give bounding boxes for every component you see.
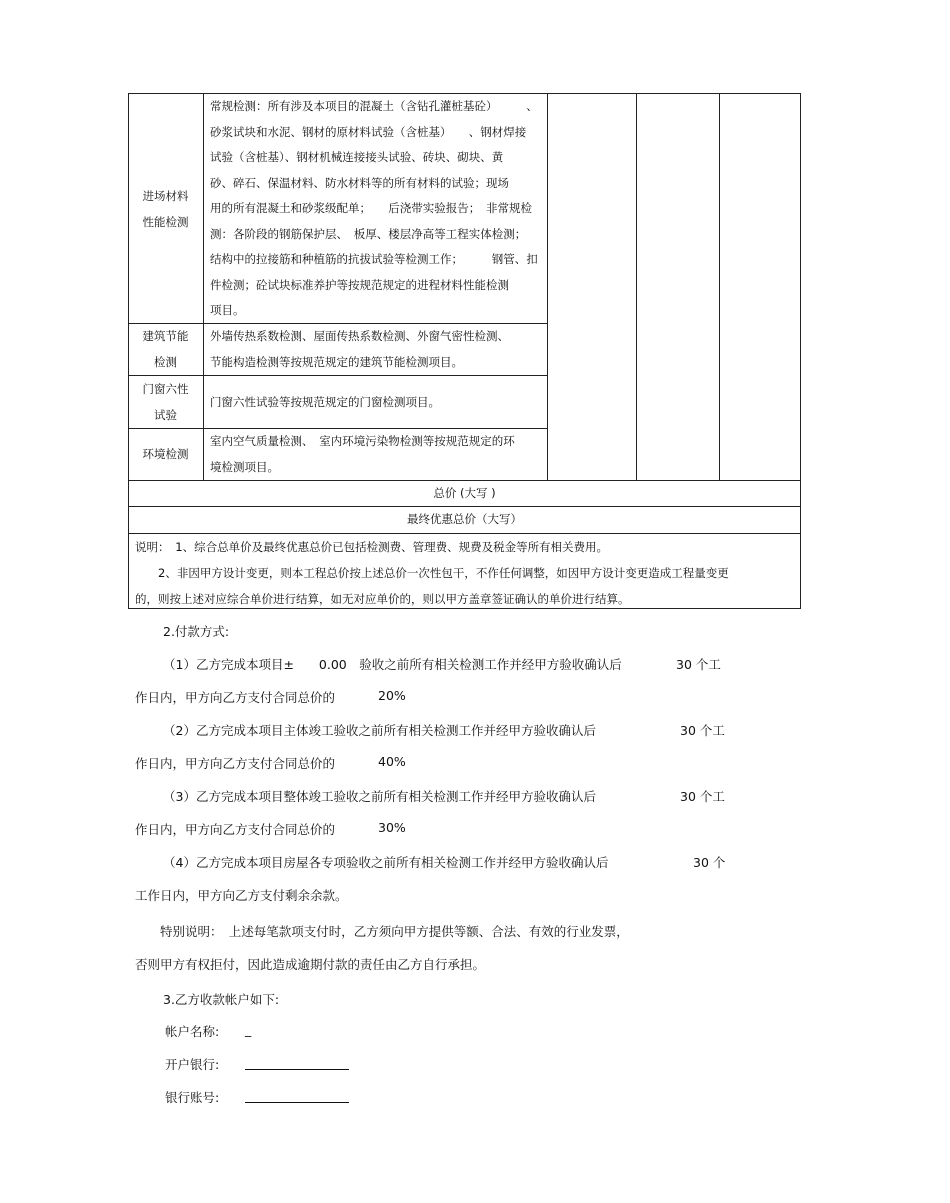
account-number-label: 银行账号: xyxy=(165,1090,220,1105)
category-line: 建筑节能 xyxy=(142,329,189,343)
note-line: 说明： 1、综合总单价及最终优惠总价已包括检测费、管理费、规费及税金等所有相关费用。 xyxy=(135,540,609,554)
content-line: 件检测；砼试块标准养护等按规范规定的进程材料性能检测 xyxy=(210,277,509,292)
payment-item-days: 30 个工 xyxy=(676,657,721,672)
category-line: 进场材料 xyxy=(142,189,189,203)
content-line: 砂浆试块和水泥、钢材的原材料试验（含桩基） 、钢材焊接 xyxy=(210,124,527,139)
category-line: 环境检测 xyxy=(142,447,189,461)
special-note: 否则甲方有权拒付，因此造成逾期付款的责任由乙方自行承担。 xyxy=(135,957,486,972)
note-line: 2、非因甲方设计变更，则本工程总价按上述总价一次性包干，不作任何调整，如因甲方设计变更造成工程量变更 xyxy=(135,566,729,580)
category-line: 门窗六性 xyxy=(142,382,189,396)
table-row-category xyxy=(128,324,203,375)
content-line: 境检测项目。 xyxy=(210,459,279,474)
payment-heading: 2.付款方式: xyxy=(163,624,230,639)
special-note: 特别说明： 上述每笔款项支付时，乙方须向甲方提供等额、合法、有效的行业发票， xyxy=(160,924,629,939)
content-line: 砂、碎石、保温材料、防水材料等的所有材料的试验；现场 xyxy=(210,175,509,190)
content-line: 门窗六性试验等按规范规定的门窗检测项目。 xyxy=(210,395,440,409)
account-number-field[interactable] xyxy=(245,1102,349,1103)
payment-item-days: 30 个工 xyxy=(680,723,725,738)
category-line: 试验 xyxy=(154,407,177,422)
content-line: 节能构造检测等按规范规定的建筑节能检测项目。 xyxy=(210,354,463,369)
payment-item-percent: 40% xyxy=(378,754,406,769)
total-price-label: 总价 (大写 ) xyxy=(433,486,496,500)
content-line: 结构中的拉接筋和种植筋的抗拔试验等检测工作； 钢管、扣 xyxy=(210,252,538,266)
content-line: 测：各阶段的钢筋保护层、 板厚、楼层净高等工程实体检测； xyxy=(210,226,527,241)
table-divider xyxy=(203,93,204,480)
table-row-category xyxy=(128,442,203,468)
table-row-category xyxy=(128,377,203,428)
table-row-category xyxy=(128,184,203,235)
final-price-label: 最终优惠总价（大写） xyxy=(407,512,522,526)
payment-item-line: 作日内，甲方向乙方支付合同总价的 xyxy=(135,690,336,705)
bank-name-label: 开户银行: xyxy=(165,1057,220,1072)
table-row-divider xyxy=(128,375,548,376)
payment-item-line: （4）乙方完成本项目房屋各专项验收之前所有相关检测工作并经甲方验收确认后 xyxy=(163,855,609,870)
payment-item-line: 工作日内，甲方向乙方支付剩余余款。 xyxy=(135,888,348,903)
payment-item-days: 30 个 xyxy=(693,855,726,870)
category-line: 性能检测 xyxy=(142,214,189,229)
table-row-content xyxy=(210,324,509,375)
payment-item-line: （2）乙方完成本项目主体竣工验收之前所有相关检测工作并经甲方验收确认后 xyxy=(163,723,596,738)
payment-item-line: （3）乙方完成本项目整体竣工验收之前所有相关检测工作并经甲方验收确认后 xyxy=(163,789,596,804)
payment-item-line: 作日内，甲方向乙方支付合同总价的 xyxy=(135,756,336,771)
category-line: 检测 xyxy=(154,354,177,369)
content-line: 外墙传热系数检测、屋面传热系数检测、外窗气密性检测、 xyxy=(210,329,509,343)
payment-item-days: 30 个工 xyxy=(680,789,725,804)
table-divider xyxy=(719,93,720,480)
content-line: 项目。 xyxy=(210,303,245,317)
table-notes xyxy=(135,534,729,612)
content-line: 试验（含桩基）、钢材机械连接接头试验、砖块、砌块、黄 xyxy=(210,150,504,164)
table-divider xyxy=(636,93,637,480)
account-name-value[interactable]: _ xyxy=(245,1022,252,1037)
account-name-label: 帐户名称: xyxy=(165,1024,220,1039)
note-line: 的，则按上述对应综合单价进行结算，如无对应单价的，则以甲方盖章签证确认的单价进行结算。 xyxy=(135,592,630,606)
payment-item-percent: 20% xyxy=(378,688,406,703)
content-line: 室内空气质量检测、 室内环境污染物检测等按规范规定的环 xyxy=(210,434,515,448)
table-divider xyxy=(547,93,548,480)
content-line: 用的所有混凝土和砂浆级配单； 后浇带实验报告； 非常规检 xyxy=(210,201,532,215)
account-heading: 3.乙方收款帐户如下: xyxy=(163,992,280,1007)
payment-item-percent: 30% xyxy=(378,820,406,835)
table-row-content xyxy=(210,390,440,416)
table-row-content xyxy=(210,94,538,324)
payment-item-line: 作日内，甲方向乙方支付合同总价的 xyxy=(135,822,336,837)
bank-name-field[interactable] xyxy=(245,1069,349,1070)
content-line: 常规检测：所有涉及本项目的混凝土（含钻孔灌桩基砼） 、 xyxy=(210,99,538,113)
payment-item-line: （1）乙方完成本项目± 0.00 验收之前所有相关检测工作并经甲方验收确认后 xyxy=(163,657,622,672)
table-row-content xyxy=(210,429,515,480)
